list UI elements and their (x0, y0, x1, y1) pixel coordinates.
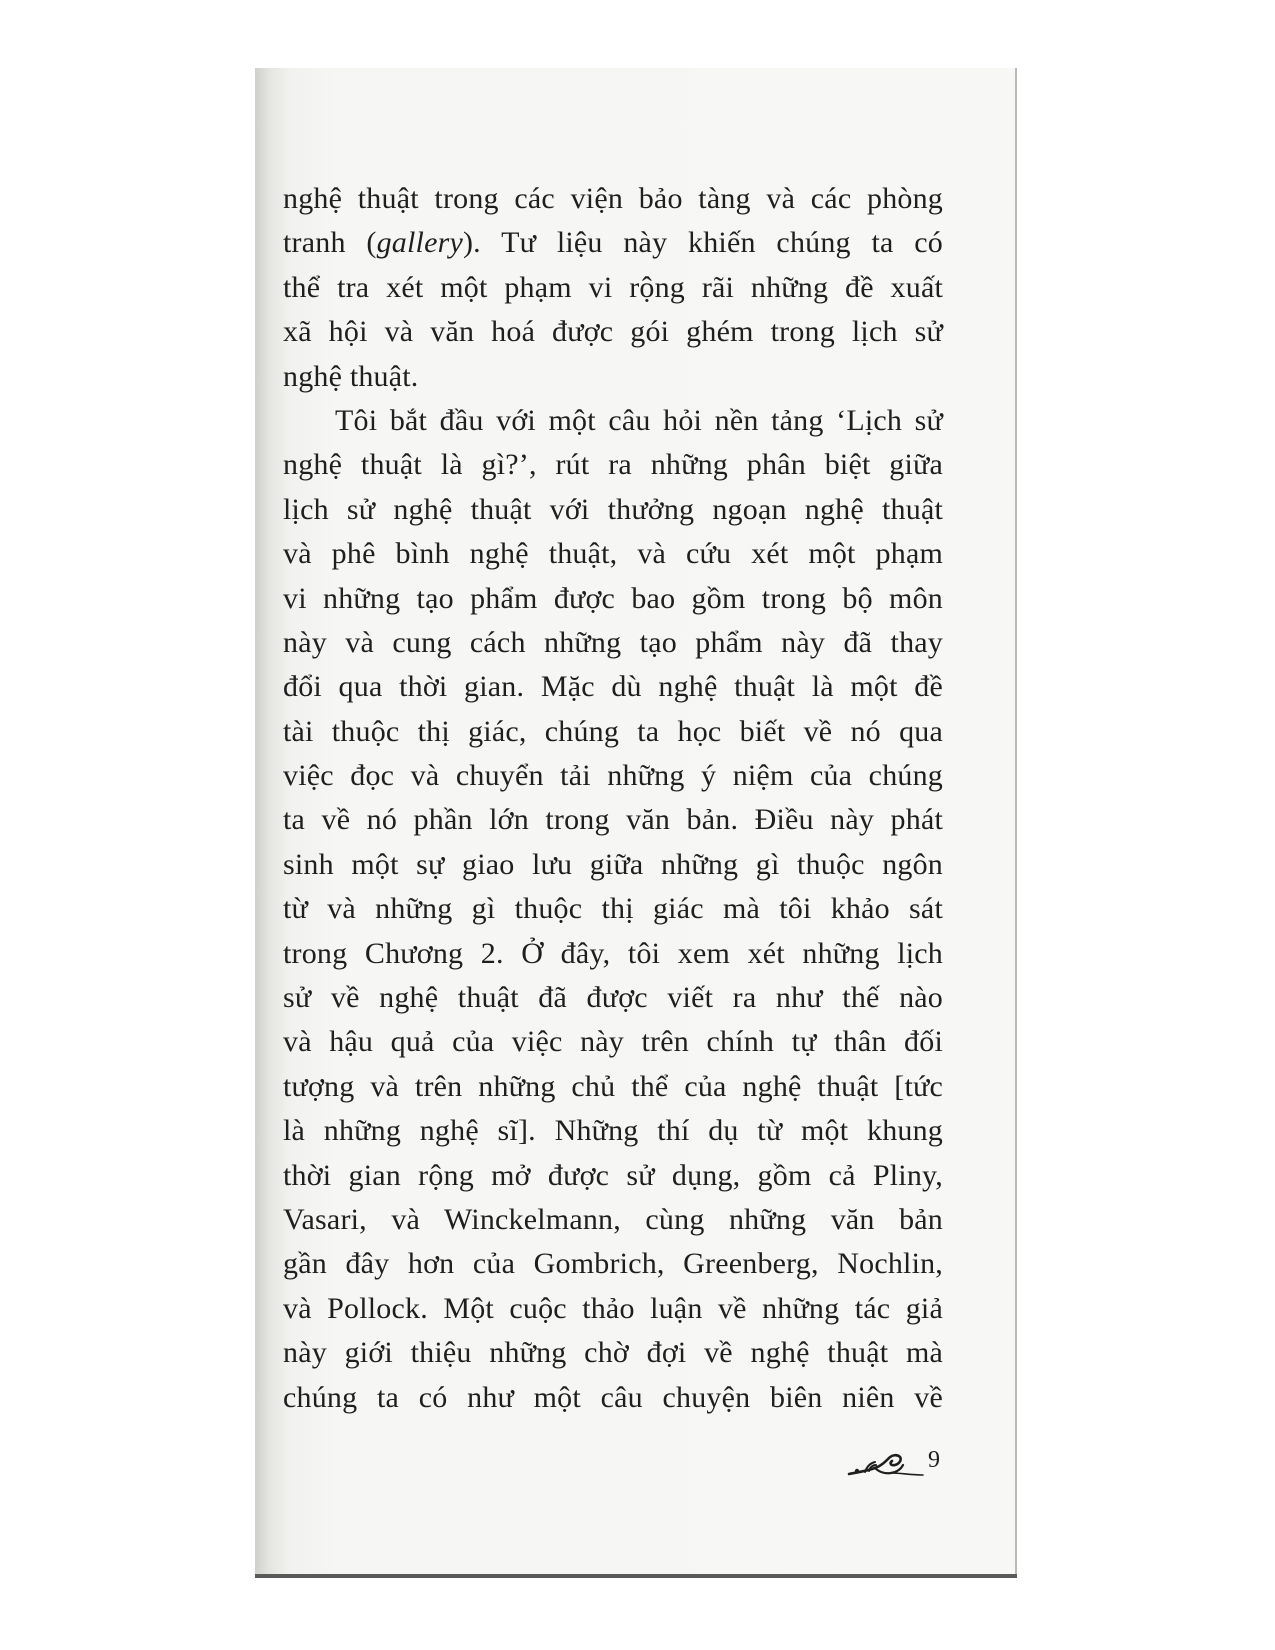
text-fragment: tranh ( (283, 226, 377, 260)
text-line: ta về nó phần lớn trong văn bản. Điều này phát (283, 803, 943, 837)
text-fragment: ). Tư liệu này khiến chúng ta có (462, 226, 944, 260)
text-line: là những nghệ sĩ]. Những thí dụ từ một khung (283, 1114, 943, 1148)
text-line: lịch sử nghệ thuật với thưởng ngoạn nghệ thuật (283, 492, 943, 526)
text-line: này giới thiệu những chờ đợi về nghệ thuật mà (283, 1336, 943, 1370)
text-line: từ và những gì thuộc thị giác mà tôi khảo sát (283, 892, 943, 926)
page-number: 9 (928, 1447, 940, 1473)
text-line: xã hội và văn hoá được gói ghém trong lịch sử (283, 315, 943, 349)
text-line: và hậu quả của việc này trên chính tự thân đối (283, 1025, 943, 1059)
text-line: gần đây hơn của Gombrich, Greenberg, Nochlin, (283, 1247, 943, 1281)
body-text (283, 177, 943, 1420)
text-line: nghệ thuật trong các viện bảo tàng và các phòng (283, 182, 943, 215)
text-line: trong Chương 2. Ở đây, tôi xem xét những lịch (283, 936, 943, 970)
text-line: và Pollock. Một cuộc thảo luận về những tác giả (283, 1291, 943, 1325)
text-line: sử về nghệ thuật đã được viết ra như thế nào (283, 981, 943, 1015)
text-line: thể tra xét một phạm vi rộng rãi những đề xuất (283, 270, 943, 304)
italic-term: gallery (376, 226, 463, 260)
text-line: chúng ta có như một câu chuyện biên niên về (283, 1380, 943, 1414)
text-line: thời gian rộng mở được sử dụng, gồm cả Pliny, (283, 1158, 943, 1192)
text-line: Vasari, và Winckelmann, cùng những văn bản (283, 1202, 943, 1236)
text-line: này và cung cách những tạo phẩm này đã thay (283, 625, 943, 659)
text-line: Tôi bắt đầu với một câu hỏi nền tảng ‘Lịch sử (335, 403, 943, 437)
text-line (283, 221, 943, 265)
text-line: và phê bình nghệ thuật, và cứu xét một phạm (283, 537, 943, 571)
text-line: tượng và trên những chủ thể của nghệ thuật [tức (283, 1069, 943, 1103)
text-line: sinh một sự giao lưu giữa những gì thuộc ngôn (283, 847, 943, 881)
fleuron-ornament-icon (845, 1446, 925, 1482)
book-page (255, 68, 1017, 1578)
text-line: nghệ thuật là gì?’, rút ra những phân biệt giữa (283, 448, 943, 482)
text-line: nghệ thuật. (283, 359, 419, 393)
text-line: vi những tạo phẩm được bao gồm trong bộ môn (283, 581, 943, 615)
text-line: tài thuộc thị giác, chúng ta học biết về nó qua (283, 714, 943, 748)
text-line: đổi qua thời gian. Mặc dù nghệ thuật là một đề (283, 670, 943, 704)
text-line: việc đọc và chuyển tải những ý niệm của chúng (283, 759, 943, 793)
page-bottom-edge (255, 1574, 1017, 1578)
